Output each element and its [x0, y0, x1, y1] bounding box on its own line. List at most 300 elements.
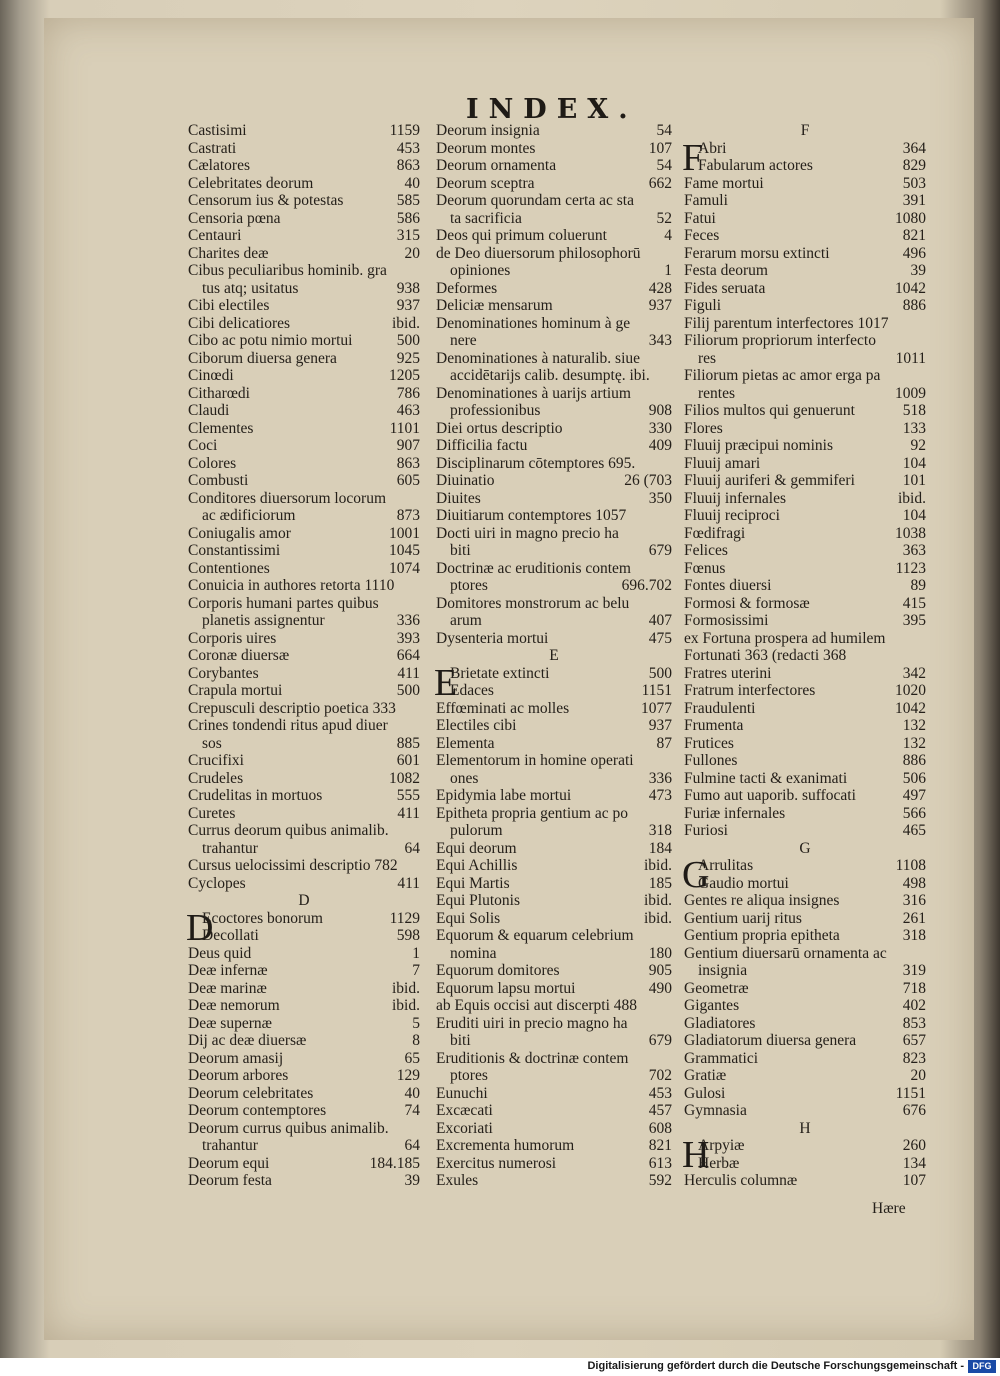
- index-entry: [436, 717, 672, 735]
- entry-term: trahantur: [202, 839, 258, 857]
- entry-term: Fluuij auriferi & gemmiferi: [684, 472, 855, 489]
- entry-term: Currus deorum quibus animalib.: [188, 822, 389, 839]
- index-entry: [684, 1155, 926, 1173]
- entry-page: 1077: [641, 699, 672, 717]
- index-entry: [436, 682, 672, 700]
- entry-page: 318: [902, 927, 926, 944]
- entry-term: Brietate extincti: [450, 664, 550, 682]
- index-entry: [188, 560, 420, 578]
- entry-term: Excoriati: [436, 1119, 493, 1137]
- entry-term: ptores: [450, 577, 488, 594]
- entry-page: 133: [902, 419, 926, 437]
- index-entry: [684, 560, 926, 578]
- entry-page: 886: [902, 297, 926, 314]
- entry-page: 664: [396, 647, 420, 664]
- entry-term: res: [698, 349, 717, 367]
- index-entry: [188, 315, 420, 333]
- entry-term: Gratiæ: [684, 1067, 727, 1084]
- entry-page: 39: [910, 262, 926, 279]
- entry-page: 1009: [895, 384, 926, 402]
- entry-page: 1001: [389, 524, 420, 542]
- index-entry: [684, 682, 926, 700]
- entry-term: Claudi: [188, 402, 230, 419]
- entry-page: 26 (703: [624, 472, 672, 489]
- index-entry: [188, 805, 420, 823]
- entry-term: Deorum arbores: [188, 1067, 289, 1084]
- entry-term: Crudelitas in mortuos: [188, 787, 323, 804]
- entry-term: Deorum sceptra: [436, 174, 535, 192]
- index-entry: [436, 1032, 672, 1050]
- index-entry: [188, 595, 420, 613]
- entry-term: ta sacrificia: [450, 209, 522, 227]
- entry-term: Contentiones: [188, 559, 270, 577]
- index-entry: [684, 420, 926, 438]
- entry-page: 500: [648, 664, 672, 682]
- catchword: Hære: [872, 1200, 906, 1217]
- entry-term: Famuli: [684, 192, 728, 209]
- entry-term: Epidymia labe mortui: [436, 787, 572, 804]
- entry-term: Filiorum pietas ac amor erga pa: [684, 367, 881, 384]
- entry-page: 1011: [895, 349, 926, 367]
- index-column-1: [188, 122, 420, 1190]
- index-entry: [188, 1137, 420, 1155]
- entry-term: Deorum amasij: [188, 1049, 284, 1067]
- entry-page: 1151: [641, 682, 672, 699]
- entry-term: Geometræ: [684, 979, 749, 997]
- entry-page: 54: [656, 157, 672, 174]
- entry-term: Castrati: [188, 139, 237, 157]
- entry-term: Eunuchi: [436, 1084, 488, 1102]
- entry-page: 7: [412, 962, 420, 979]
- entry-term: Deæ infernæ: [188, 962, 268, 979]
- index-entry: [188, 297, 420, 315]
- entry-term: Herculis columnæ: [684, 1172, 798, 1189]
- index-entry: [436, 1085, 672, 1103]
- index-entry: [684, 175, 926, 193]
- index-entry: [684, 875, 926, 893]
- entry-page: 937: [648, 717, 672, 734]
- entry-term: trahantur: [202, 1137, 258, 1154]
- entry-page: 465: [902, 822, 926, 839]
- entry-term: Deus quid: [188, 944, 252, 962]
- entry-term: Gladiatorum diuersa genera: [684, 1032, 857, 1049]
- index-entry: [436, 822, 672, 840]
- index-entry: [188, 1032, 420, 1050]
- index-entry: [188, 525, 420, 543]
- index-entry: [684, 227, 926, 245]
- entry-page: 363: [902, 542, 926, 559]
- entry-page: 40: [404, 1084, 420, 1102]
- entry-term: Cinœdi: [188, 367, 234, 384]
- entry-page: 65: [404, 1049, 420, 1067]
- entry-page: 886: [902, 752, 926, 769]
- index-entry: [684, 647, 926, 665]
- dfg-logo: DFG: [968, 1360, 996, 1373]
- entry-page: 453: [648, 1084, 672, 1102]
- entry-term: Deliciæ mensarum: [436, 297, 553, 314]
- entry-term: Cursus uelocissimi descriptio 782: [188, 857, 398, 874]
- index-entry: [684, 805, 926, 823]
- index-entry: [188, 1050, 420, 1068]
- entry-page: 395: [902, 612, 926, 629]
- entry-term: ex Fortuna prospera ad humilem: [684, 629, 886, 647]
- index-entry: [188, 490, 420, 508]
- entry-page: 336: [648, 769, 672, 787]
- entry-page: 473: [648, 787, 672, 804]
- entry-page: 1038: [895, 524, 926, 542]
- index-entry: [436, 367, 672, 385]
- entry-page: 402: [902, 997, 926, 1014]
- entry-term: Celebritates deorum: [188, 174, 314, 192]
- entry-term: professionibus: [450, 402, 541, 419]
- entry-term: Fulmine tacti & exanimati: [684, 769, 848, 787]
- entry-page: 87: [656, 734, 672, 752]
- entry-term: pulorum: [450, 822, 503, 839]
- entry-term: Cibus peculiaribus hominib. gra: [188, 262, 387, 279]
- entry-page: 657: [902, 1032, 926, 1049]
- entry-page: 601: [396, 752, 420, 769]
- entry-term: Conditores diuersorum locorum: [188, 489, 387, 507]
- entry-term: Arrulitas: [698, 857, 754, 874]
- entry-term: biti: [450, 1032, 471, 1049]
- entry-term: Ecoctores bonorum: [202, 909, 323, 927]
- entry-page: 853: [902, 1014, 926, 1032]
- index-entry: [188, 245, 420, 263]
- entry-page: 89: [910, 577, 926, 594]
- entry-page: 592: [648, 1172, 672, 1189]
- entry-term: Censoria pœna: [188, 209, 281, 227]
- entry-page: 905: [648, 962, 672, 979]
- entry-term: Deorum insignia: [436, 122, 540, 139]
- index-entry: [188, 192, 420, 210]
- entry-term: Deæ supernæ: [188, 1014, 272, 1032]
- index-entry: [436, 280, 672, 298]
- index-entry: [684, 472, 926, 490]
- entry-page: 1045: [389, 542, 420, 559]
- index-entry: [684, 822, 926, 840]
- index-entry: [684, 612, 926, 630]
- entry-term: Abri: [698, 139, 727, 157]
- index-entry: [436, 490, 672, 508]
- entry-page: 1082: [389, 769, 420, 787]
- index-entry: [684, 490, 926, 508]
- entry-term: Frumenta: [684, 717, 744, 734]
- entry-term: Grammatici: [684, 1049, 759, 1067]
- index-entry: [436, 805, 672, 823]
- index-entry: [188, 682, 420, 700]
- entry-page: 318: [648, 822, 672, 839]
- entry-term: Conuicia in authores retorta 1110: [188, 577, 395, 594]
- index-entry: [188, 175, 420, 193]
- index-entry: [436, 577, 672, 595]
- entry-term: Citharœdi: [188, 384, 250, 402]
- index-entry: [684, 437, 926, 455]
- entry-page: 1080: [895, 209, 926, 227]
- entry-term: Crepusculi descriptio poetica 333: [188, 699, 396, 717]
- entry-page: ibid.: [644, 892, 672, 909]
- index-entry: [436, 700, 672, 718]
- entry-page: 39: [404, 1172, 420, 1189]
- entry-page: 938: [396, 279, 420, 297]
- entry-term: Ciborum diuersa genera: [188, 349, 337, 367]
- index-entry: [436, 945, 672, 963]
- entry-term: Equi Solis: [436, 909, 501, 927]
- entry-term: Deorum celebritates: [188, 1084, 314, 1102]
- entry-term: Equi Achillis: [436, 857, 518, 874]
- entry-page: 506: [902, 769, 926, 787]
- entry-page: ibid.: [392, 979, 420, 997]
- entry-term: Herbæ: [698, 1154, 740, 1172]
- entry-term: Deos qui primum coluerunt: [436, 227, 607, 244]
- index-entry: [436, 245, 672, 263]
- entry-page: 821: [648, 1137, 672, 1154]
- entry-page: 566: [902, 804, 926, 822]
- entry-page: 702: [648, 1067, 672, 1084]
- entry-page: 662: [648, 174, 672, 192]
- index-entry: [436, 122, 672, 140]
- entry-page: 407: [648, 612, 672, 629]
- index-entry: [684, 630, 926, 648]
- index-entry: [188, 840, 420, 858]
- entry-term: Fluuij infernales: [684, 489, 787, 507]
- entry-term: Deorum ornamenta: [436, 157, 557, 174]
- index-entry: [188, 262, 420, 280]
- entry-page: 503: [902, 174, 926, 192]
- entry-term: Diuinatio: [436, 472, 495, 489]
- entry-term: Diuites: [436, 489, 481, 507]
- entry-page: 104: [902, 454, 926, 472]
- index-entry: [684, 927, 926, 945]
- entry-term: Dij ac deæ diuersæ: [188, 1032, 307, 1049]
- index-entry: [684, 717, 926, 735]
- index-entry: [684, 1085, 926, 1103]
- entry-term: Gulosi: [684, 1084, 726, 1102]
- entry-page: 1123: [895, 559, 926, 577]
- entry-page: 496: [902, 244, 926, 262]
- entry-term: Deorum contemptores: [188, 1102, 327, 1119]
- entry-term: Feces: [684, 227, 720, 244]
- index-entry: [436, 560, 672, 578]
- entry-page: 613: [648, 1154, 672, 1172]
- index-entry: [684, 1102, 926, 1120]
- entry-page: 500: [396, 682, 420, 699]
- entry-term: Cibi electiles: [188, 297, 270, 314]
- entry-term: Gladiatores: [684, 1014, 756, 1032]
- entry-term: Fumo aut uaporib. suffocati: [684, 787, 856, 804]
- index-entry: [436, 455, 672, 473]
- entry-term: Filios multos qui genuerunt: [684, 402, 855, 419]
- entry-page: 555: [396, 787, 420, 804]
- index-entry: [188, 1085, 420, 1103]
- entry-term: Cyclopes: [188, 874, 246, 892]
- entry-term: Denominationes à naturalib. siue: [436, 349, 641, 367]
- entry-term: ptores: [450, 1067, 488, 1084]
- entry-term: Clementes: [188, 419, 254, 437]
- index-entry: [188, 647, 420, 665]
- entry-page: 92: [910, 437, 926, 454]
- index-entry: [684, 752, 926, 770]
- entry-page: 315: [396, 227, 420, 244]
- index-entry: [436, 1015, 672, 1033]
- entry-page: 885: [396, 734, 420, 752]
- entry-page: 937: [648, 297, 672, 314]
- index-column-3: [684, 122, 926, 1190]
- entry-page: 1159: [389, 122, 420, 139]
- entry-term: tus atq; usitatus: [202, 279, 299, 297]
- index-entry: [684, 595, 926, 613]
- entry-term: Diuitiarum contemptores 1057: [436, 507, 627, 524]
- index-entry: [188, 577, 420, 595]
- entry-page: 457: [648, 1102, 672, 1119]
- entry-page: 415: [902, 594, 926, 612]
- entry-term: Gentium propria epitheta: [684, 927, 840, 944]
- entry-term: Eruditionis & doctrinæ contem: [436, 1049, 629, 1067]
- entry-page: 1151: [895, 1084, 926, 1102]
- drop-capital: D: [186, 906, 214, 949]
- entry-term: Equi Plutonis: [436, 892, 520, 909]
- entry-term: Elementorum in homine operati: [436, 752, 634, 769]
- entry-term: Castisimi: [188, 122, 247, 139]
- index-entry: [436, 630, 672, 648]
- index-entry: [436, 752, 672, 770]
- entry-term: Felices: [684, 542, 728, 559]
- entry-term: Deformes: [436, 279, 498, 297]
- index-entry: [188, 665, 420, 683]
- index-entry: [436, 787, 672, 805]
- index-entry: [684, 997, 926, 1015]
- index-entry: [188, 927, 420, 945]
- index-entry: [684, 455, 926, 473]
- entry-page: 925: [396, 349, 420, 367]
- entry-term: sos: [202, 734, 222, 752]
- entry-term: Charites deæ: [188, 244, 269, 262]
- entry-term: Equorum lapsu mortui: [436, 979, 576, 997]
- drop-capital: H: [682, 1134, 710, 1176]
- entry-term: Edaces: [450, 682, 494, 699]
- entry-page: 1074: [389, 559, 420, 577]
- entry-term: Deorum montes: [436, 139, 536, 157]
- entry-term: Formosi & formosæ: [684, 594, 810, 612]
- index-entry: [684, 332, 926, 350]
- letter-heading: D: [298, 892, 310, 909]
- entry-term: Cibi delicatiores: [188, 314, 291, 332]
- entry-page: 5: [412, 1014, 420, 1032]
- index-entry: [188, 612, 420, 630]
- index-entry: [684, 402, 926, 420]
- entry-term: Crucifixi: [188, 752, 244, 769]
- entry-term: opiniones: [450, 262, 511, 279]
- index-entry: [436, 192, 672, 210]
- entry-page: 132: [902, 717, 926, 734]
- entry-page: 260: [902, 1137, 926, 1154]
- entry-term: Coci: [188, 437, 218, 454]
- entry-page: ibid.: [644, 857, 672, 874]
- letter-heading: E: [549, 647, 559, 664]
- index-entry: [436, 612, 672, 630]
- index-entry: [436, 1137, 672, 1155]
- entry-term: Cælatores: [188, 157, 250, 174]
- entry-term: Deorum equi: [188, 1154, 270, 1172]
- index-entry: [436, 980, 672, 998]
- entry-term: Eruditi uiri in precio magno ha: [436, 1014, 628, 1032]
- entry-term: Frutices: [684, 734, 734, 752]
- entry-term: Domitores monstrorum ac belu: [436, 594, 630, 612]
- entry-page: 409: [648, 437, 672, 454]
- entry-term: Arpyiæ: [698, 1137, 745, 1154]
- index-entry: [436, 210, 672, 228]
- index-entry: [684, 577, 926, 595]
- entry-page: 64: [404, 839, 420, 857]
- entry-page: 20: [404, 244, 420, 262]
- entry-page: 184.185: [369, 1154, 420, 1172]
- index-entry: [188, 700, 420, 718]
- entry-term: Coronæ diuersæ: [188, 647, 290, 664]
- entry-term: Deæ marinæ: [188, 979, 267, 997]
- entry-term: Deæ nemorum: [188, 997, 280, 1014]
- index-entry: [436, 1102, 672, 1120]
- entry-page: 453: [396, 139, 420, 157]
- index-entry: [436, 875, 672, 893]
- entry-term: Fame mortui: [684, 174, 764, 192]
- entry-term: Fraudulenti: [684, 699, 756, 717]
- entry-term: Decollati: [202, 927, 259, 944]
- entry-page: 393: [396, 629, 420, 647]
- entry-term: Filiorum propriorum interfecto: [684, 332, 876, 349]
- letter-heading: H: [799, 1119, 811, 1137]
- entry-term: Fluuij reciproci: [684, 507, 780, 524]
- entry-term: Denominationes à uarijs artium: [436, 384, 631, 402]
- index-entry: [684, 980, 926, 998]
- index-entry: [436, 1155, 672, 1173]
- index-entry: [436, 157, 672, 175]
- entry-term: Disciplinarum cōtemptores 695.: [436, 454, 636, 472]
- entry-page: 411: [397, 874, 420, 892]
- entry-page: ibid.: [392, 314, 420, 332]
- entry-term: Gaudio mortui: [698, 874, 789, 892]
- index-entry: [684, 892, 926, 910]
- entry-term: arum: [450, 612, 482, 629]
- index-entry: [436, 175, 672, 193]
- entry-page: 498: [902, 874, 926, 892]
- entry-page: 8: [412, 1032, 420, 1049]
- index-entry: [188, 385, 420, 403]
- entry-page: 319: [902, 962, 926, 979]
- index-entry: [684, 157, 926, 175]
- entry-term: nere: [450, 332, 477, 349]
- entry-term: Denominationes hominum à ge: [436, 314, 631, 332]
- index-entry: [684, 542, 926, 560]
- entry-page: 132: [902, 734, 926, 752]
- entry-page: 1108: [895, 857, 926, 874]
- entry-term: Corybantes: [188, 664, 259, 682]
- index-entry: [684, 245, 926, 263]
- entry-page: 350: [648, 489, 672, 507]
- entry-page: 364: [902, 139, 926, 157]
- index-entry: [436, 735, 672, 753]
- entry-page: 330: [648, 419, 672, 437]
- entry-page: 411: [397, 804, 420, 822]
- index-entry: [188, 122, 420, 140]
- entry-page: 500: [396, 332, 420, 349]
- index-entry: [188, 857, 420, 875]
- index-entry: [436, 997, 672, 1015]
- entry-term: ones: [450, 769, 479, 787]
- index-entry: [188, 962, 420, 980]
- index-entry: [188, 1172, 420, 1190]
- letter-heading: G: [799, 839, 811, 857]
- entry-page: 391: [902, 192, 926, 209]
- index-entry: [188, 770, 420, 788]
